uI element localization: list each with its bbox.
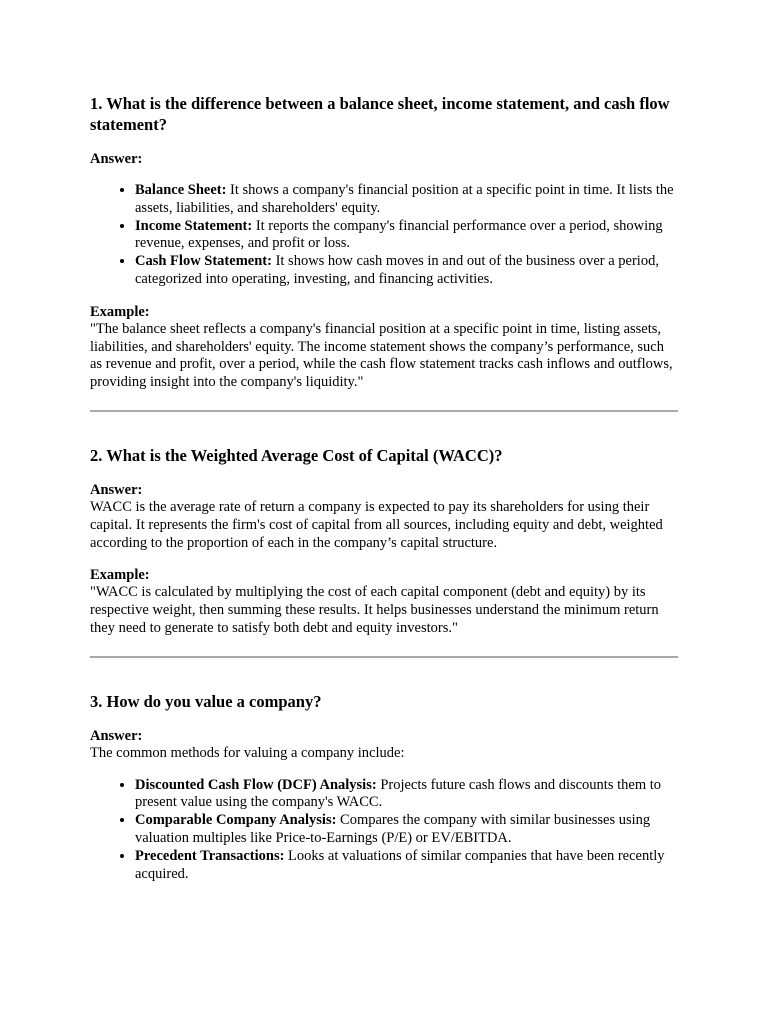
list-item-text: It reports the company's financial performance over a period, showing revenue, expenses, and profit or loss. (135, 217, 663, 252)
list-item-term: Discounted Cash Flow (DCF) Analysis: (135, 776, 377, 793)
list-item (135, 253, 678, 289)
example-label: Example: (90, 567, 150, 584)
answer-label: Answer: (90, 481, 143, 498)
list-item-text: Looks at valuations of similar companies that have been recently acquired. (135, 847, 665, 882)
question-heading: 1. What is the difference between a balance sheet, income statement, and cash flow statement? (90, 94, 670, 134)
list-item (135, 218, 678, 254)
answer-text: WACC is the average rate of return a company is expected to pay its shareholders for using their capital. It represents the firm's cost of capital from all sources, including equity and debt, weighted according to the proportion of each in the company’s capital structure. (90, 498, 663, 551)
list-item-text: It shows a company's financial position at a specific point in time. It lists the assets, liabilities, and shareholders' equity. (135, 182, 674, 216)
example-label: Example: (90, 303, 150, 320)
list-item-term: Balance Sheet: (135, 182, 227, 198)
list-item-text: Compares the company with similar businesses using valuation multiples like Price-to-Earnings (P/E) or EV/EBITDA. (135, 812, 651, 846)
list-item-term: Income Statement: (135, 217, 253, 234)
answer-text: The common methods for valuing a company include: (90, 744, 405, 761)
answer-label: Answer: (90, 151, 143, 167)
list-item-term: Precedent Transactions: (135, 847, 285, 864)
question-heading: 3. How do you value a company? (90, 691, 322, 711)
list-item-term: Cash Flow Statement: (135, 253, 272, 270)
answer-label: Answer: (90, 727, 143, 744)
list-item (135, 182, 678, 218)
question-section-3 (90, 691, 678, 884)
question-heading: 2. What is the Weighted Average Cost of Capital (WACC)? (90, 445, 503, 465)
list-item-text: It shows how cash moves in and out of the business over a period, categorized into operating, investing, and financing activities. (135, 253, 659, 287)
list-item (135, 848, 678, 884)
example-text: "WACC is calculated by multiplying the cost of each capital component (debt and equity) by its respective weight, then summing these results. It helps businesses understand the minimum return they need to generate to satisfy both debt and equity investors." (90, 584, 659, 636)
list-item (135, 777, 678, 813)
example-text: "The balance sheet reflects a company's financial position at a specific point in time, listing assets, liabilities, and shareholders' equity. The income statement shows the company’s performance, such as revenue and profit, over a period, while the cash flow statement tracks cash inflows and outflows, providing insight into the company's liquidity." (90, 320, 673, 391)
list-item-term: Comparable Company Analysis: (135, 812, 337, 829)
list-item-text: Projects future cash flows and discounts them to present value using the company's WACC. (135, 776, 661, 811)
answer-list (90, 777, 678, 884)
question-section-2 (90, 445, 678, 638)
answer-list (90, 182, 678, 289)
question-section-1 (90, 93, 678, 392)
list-item (135, 812, 678, 848)
section-divider (90, 410, 678, 412)
section-divider (90, 656, 678, 658)
